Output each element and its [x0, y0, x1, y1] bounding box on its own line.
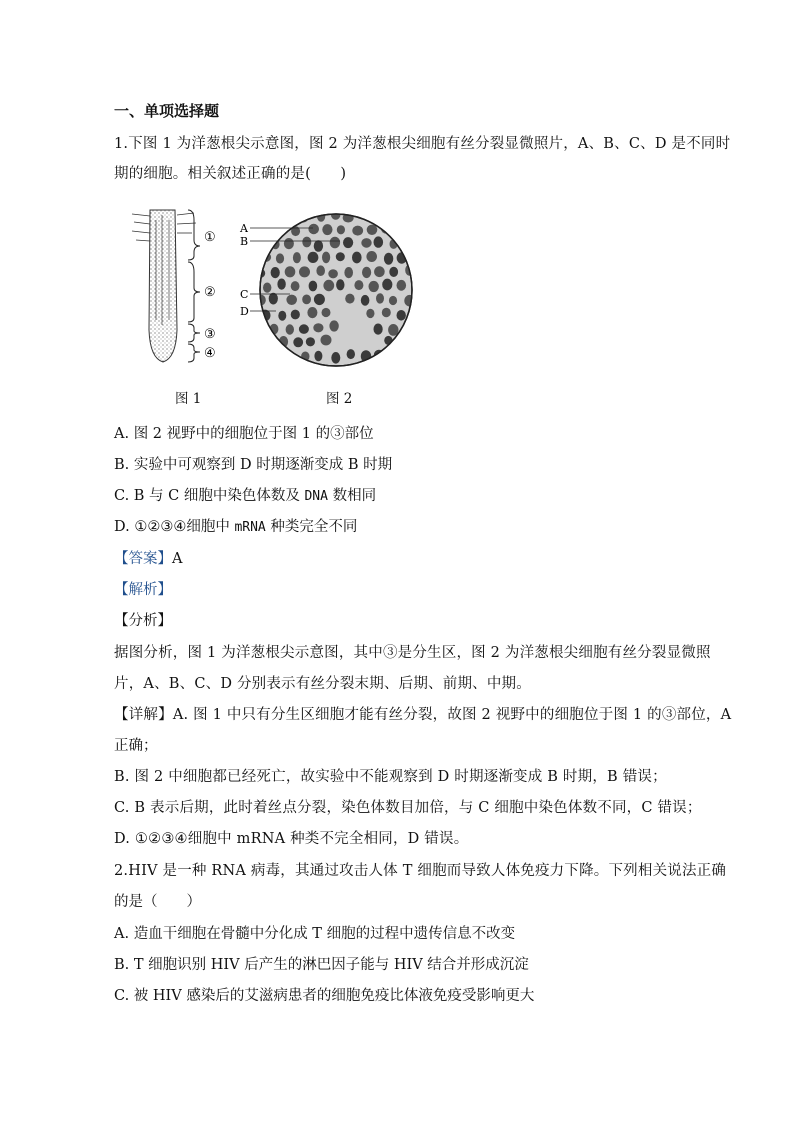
fig2-label-d: D	[240, 305, 249, 318]
cell-nucleus	[278, 311, 286, 321]
detail-line5: D. ①②③④细胞中 mRNA 种类不完全相同，D 错误。	[114, 831, 469, 847]
detail-line1-text: A. 图 1 中只有分生区细胞才能有丝分裂，故图 2 视野中的细胞位于图 1 的③部位，A	[172, 707, 732, 723]
cell-nucleus	[308, 224, 319, 234]
cell-nucleus	[404, 295, 415, 307]
cell-nucleus	[271, 267, 280, 278]
cell-nucleus	[361, 238, 371, 248]
cell-nucleus	[382, 279, 392, 291]
q1-stem-line1: 1.下图 1 为洋葱根尖示意图，图 2 为洋葱根尖细胞有丝分裂显微照片，A、B、C、D 是不同时	[114, 136, 731, 152]
cell-nucleus	[337, 225, 345, 234]
cell-nucleus	[384, 253, 393, 265]
cell-nucleus	[397, 310, 406, 321]
cell-nucleus	[330, 237, 340, 249]
cell-nucleus	[369, 281, 379, 292]
cell-nucleus	[309, 281, 318, 292]
analysis-label: 【解析】	[114, 582, 172, 598]
cell-nucleus	[389, 267, 398, 277]
fig2-label-b: B	[240, 235, 249, 248]
cell-nucleus	[313, 323, 323, 332]
cell-nucleus	[308, 252, 319, 263]
cell-nucleus	[397, 280, 407, 291]
q1-option-b: B. 实验中可观察到 D 时期逐渐变成 B 时期	[114, 457, 393, 473]
q2-option-c: C. 被 HIV 感染后的艾滋病患者的细胞免疫比体液免疫受影响更大	[114, 988, 535, 1004]
cell-nucleus	[361, 295, 370, 306]
q1-option-d-mrna: mRNA	[234, 520, 266, 535]
cell-nucleus	[291, 310, 300, 320]
q1-option-c	[114, 486, 376, 507]
cell-nucleus	[286, 295, 297, 305]
cell-nucleus	[323, 280, 334, 291]
fig2-label-a: A	[240, 222, 248, 235]
cell-nucleus	[314, 351, 322, 362]
q1-option-c-dna: DNA	[304, 489, 328, 504]
cell-nucleus	[366, 251, 377, 262]
q1-option-d-text: D. ①②③④细胞中	[114, 519, 235, 535]
cell-nucleus	[329, 320, 338, 331]
q1-figure	[130, 200, 430, 415]
cell-nucleus	[352, 226, 363, 236]
fig1-label-3: ③	[204, 327, 216, 342]
cell-nucleus	[316, 265, 325, 276]
cell-nucleus	[322, 252, 330, 264]
cell-nucleus	[291, 281, 300, 291]
q2-stem-line1: 2.HIV 是一种 RNA 病毒，其通过攻击人体 T 细胞而导致人体免疫力下降。下列相关说法正确	[114, 863, 727, 879]
q1-answer	[114, 549, 182, 569]
cell-nucleus	[299, 266, 310, 277]
cell-nucleus	[344, 267, 353, 278]
cell-nucleus	[322, 308, 331, 317]
q2-option-a: A. 造血干细胞在骨髓中分化成 T 细胞的过程中遗传信息不改变	[114, 926, 516, 942]
cell-nucleus	[347, 349, 355, 359]
q1-option-c-text: C. B 与 C 细胞中染色体数及	[114, 488, 305, 504]
q2-stem-line2: 的是（ ）	[114, 894, 201, 910]
cell-nucleus	[307, 307, 317, 318]
cell-nucleus	[384, 336, 392, 345]
cell-nucleus	[345, 294, 354, 304]
cell-nucleus	[284, 238, 294, 249]
cell-nucleus	[362, 267, 371, 278]
cell-nucleus	[302, 237, 311, 248]
cell-nucleus	[299, 324, 309, 334]
cell-nucleus	[328, 269, 338, 278]
q2-option-b: B. T 细胞识别 HIV 后产生的淋巴因子能与 HIV 结合并形成沉淀	[114, 957, 529, 973]
answer-value: A	[172, 551, 183, 567]
detail-label: 【详解】	[114, 707, 173, 723]
q1-option-d-suffix: 种类完全不同	[265, 519, 358, 535]
cell-nucleus	[263, 283, 271, 293]
fenxi-line1: 据图分析，图 1 为洋葱根尖示意图，其中③是分生区，图 2 为洋葱根尖细胞有丝分裂显微照	[114, 645, 711, 661]
cell-nucleus	[336, 279, 344, 290]
cell-nucleus	[376, 293, 384, 303]
cell-nucleus	[293, 337, 303, 347]
cell-nucleus	[269, 293, 278, 305]
cell-nucleus	[306, 337, 315, 346]
cell-nucleus	[343, 237, 353, 248]
cell-nucleus	[374, 324, 383, 335]
fig1-caption: 图 1	[175, 391, 202, 407]
q1-option-d	[114, 517, 357, 538]
cell-nucleus	[352, 252, 362, 264]
q1-stem-line2: 期的细胞。相关叙述正确的是( )	[114, 166, 347, 182]
detail-line3: B. 图 2 中细胞都已经死亡，故实验中不能观察到 D 时期逐渐变成 B 时期，B 错误；	[114, 769, 667, 785]
cell-nucleus	[285, 266, 296, 277]
cell-nucleus	[322, 224, 332, 235]
cell-nucleus	[293, 252, 301, 263]
cell-nucleus	[314, 240, 323, 252]
cell-nucleus	[367, 225, 378, 235]
answer-label: 【答案】	[114, 551, 172, 567]
fig2-caption: 图 2	[326, 391, 353, 407]
cell-nucleus	[336, 252, 345, 261]
fig2-label-c: C	[240, 288, 249, 301]
detail-line1	[114, 705, 731, 725]
cell-nucleus	[354, 280, 363, 290]
fig1-label-1: ①	[204, 230, 216, 245]
cell-nucleus	[366, 309, 374, 318]
cell-nucleus	[389, 296, 397, 305]
section-title: 一、单项选择题	[114, 102, 220, 120]
microscope-field	[256, 209, 415, 366]
root-tip-drawing	[132, 210, 200, 362]
q1-option-a: A. 图 2 视野中的细胞位于图 1 的③部位	[114, 426, 374, 442]
cell-nucleus	[314, 294, 325, 305]
detail-line2: 正确；	[114, 738, 158, 754]
cell-nucleus	[302, 295, 311, 305]
fig1-label-4: ④	[204, 346, 216, 361]
cell-nucleus	[321, 335, 332, 346]
cell-nucleus	[286, 324, 294, 334]
q1-option-c-suffix: 数相同	[327, 488, 377, 504]
cell-nucleus	[277, 279, 285, 290]
cell-nucleus	[388, 324, 398, 336]
detail-line4: C. B 表示后期，此时着丝点分裂，染色体数目加倍，与 C 细胞中染色体数不同，C 错误；	[114, 800, 702, 816]
cell-nucleus	[374, 266, 385, 277]
cell-nucleus	[331, 352, 340, 364]
cell-nucleus	[374, 236, 384, 247]
fenxi-label: 【分析】	[114, 613, 172, 629]
fenxi-line2: 片，A、B、C、D 分别表示有丝分裂末期、后期、前期、中期。	[114, 676, 531, 692]
cell-nucleus	[276, 253, 284, 263]
cell-nucleus	[382, 308, 391, 317]
fig1-label-2: ②	[204, 285, 216, 300]
onion-root-figure	[130, 200, 430, 415]
